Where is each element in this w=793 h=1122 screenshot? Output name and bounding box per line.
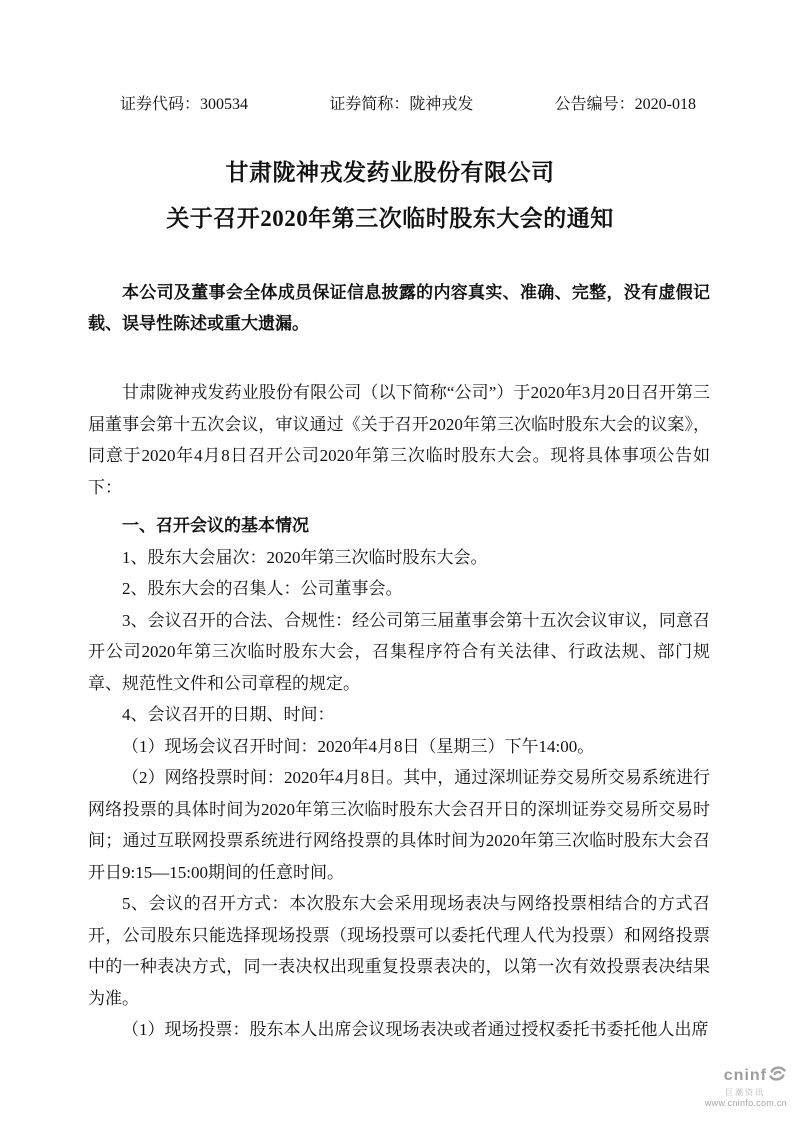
- cninfo-website-url: www.cninfo.com.cn: [704, 1098, 787, 1108]
- paragraph-online-vote-time: （2）网络投票时间：2020年4月8日。其中，通过深圳证券交易所交易系统进行网络投票的具体时间为2020年第三次临时股东大会召开日的深圳证券交易所交易时间；通过互联网投票系统进行网络投票的具体时间为2020年第三次临时股东大会召开日9:15—15:00期间的任意时间。: [88, 768, 710, 882]
- cninfo-name-cn: 巨潮资讯: [725, 1088, 765, 1097]
- stock-code: 证券代码：300534: [120, 96, 249, 113]
- stock-name: 证券简称：陇神戎发: [329, 96, 474, 113]
- paragraph-convener: 2、股东大会的召集人：公司董事会。: [122, 579, 403, 598]
- paragraph-intro: 甘肃陇神戎发药业股份有限公司（以下简称“公司”）于2020年3月20日召开第三届董事会第十五次会议，审议通过《关于召开2020年第三次临时股东大会的议案》，同意于2020年4月8日召开公司2020年第三次临时股东大会。现将具体事项公告如下：: [88, 383, 710, 497]
- cninfo-wordmark: cninf: [723, 1067, 767, 1084]
- announcement-number: 公告编号：2020-018: [554, 96, 696, 113]
- cninfo-swirl-icon: [768, 1065, 787, 1087]
- document-header: [120, 95, 696, 115]
- document-body: [88, 377, 710, 1046]
- paragraph-onsite-time: （1）现场会议召开时间：2020年4月8日（星期三）下午14:00。: [122, 736, 595, 756]
- section-1-heading: 一、召开会议的基本情况: [122, 516, 309, 535]
- paragraph-meeting-session: 1、股东大会届次：2020年第三次临时股东大会。: [122, 547, 488, 567]
- cninfo-logo: [705, 1065, 787, 1108]
- disclaimer-statement: 本公司及董事会全体成员保证信息披露的内容真实、准确、完整，没有虚假记载、误导性陈述或重大遗漏。: [88, 283, 710, 333]
- company-name-title: 甘肃陇神戎发药业股份有限公司: [225, 160, 555, 185]
- paragraph-onsite-vote: （1）现场投票：股东本人出席会议现场表决或者通过授权委托书委托他人出席: [122, 1020, 709, 1039]
- paragraph-meeting-method: 5、会议的召开方式：本次股东大会采用现场表决与网络投票相结合的方式召开，公司股东只能选择现场投票（现场投票可以委托代理人代为投票）和网络投票中的一种表决方式，同一表决权出现重复投票表决的，以第一次有效投票表决结果为准。: [88, 894, 710, 1008]
- document-title: 关于召开2020年第三次临时股东大会的通知: [166, 206, 614, 231]
- paragraph-date-time: 4、会议召开的日期、时间：: [122, 705, 335, 724]
- cninfo-logo-top: [705, 1065, 787, 1087]
- paragraph-legality: 3、会议召开的合法、合规性：经公司第三届董事会第十五次会议审议，同意召开公司2020年第三次临时股东大会，召集程序符合有关法律、行政法规、部门规章、规范性文件和公司章程的规定。: [88, 610, 710, 693]
